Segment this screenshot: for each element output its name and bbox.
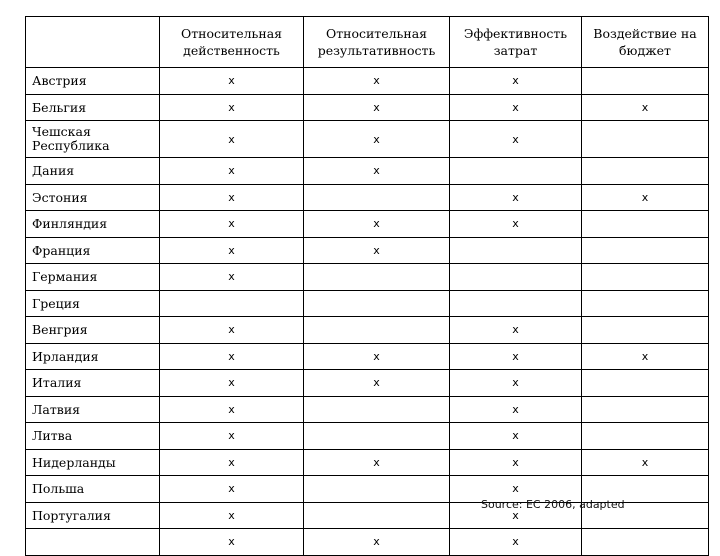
country-cell bbox=[26, 529, 160, 556]
mark-cell: x bbox=[160, 502, 304, 529]
header-corner-cell bbox=[26, 17, 160, 68]
mark-cell: x bbox=[304, 158, 450, 185]
mark-cell bbox=[582, 317, 709, 344]
country-cell: Франция bbox=[26, 237, 160, 264]
table-body bbox=[26, 68, 709, 556]
mark-cell: x bbox=[450, 449, 582, 476]
header-relative-efficiency: Относительная результативность bbox=[304, 17, 450, 68]
mark-cell bbox=[582, 290, 709, 317]
mark-cell bbox=[304, 476, 450, 503]
mark-cell bbox=[582, 68, 709, 95]
country-cell: Эстония bbox=[26, 184, 160, 211]
mark-cell: x bbox=[160, 121, 304, 158]
mark-cell: x bbox=[160, 237, 304, 264]
mark-cell: x bbox=[160, 476, 304, 503]
table-row bbox=[26, 68, 709, 95]
country-cell: Австрия bbox=[26, 68, 160, 95]
mark-cell bbox=[304, 502, 450, 529]
mark-cell bbox=[582, 529, 709, 556]
mark-cell: x bbox=[160, 94, 304, 121]
mark-cell: x bbox=[450, 211, 582, 238]
mark-cell: x bbox=[450, 121, 582, 158]
mark-cell bbox=[582, 264, 709, 291]
mark-cell: x bbox=[160, 211, 304, 238]
table-row bbox=[26, 184, 709, 211]
mark-cell: x bbox=[450, 94, 582, 121]
mark-cell: x bbox=[304, 94, 450, 121]
mark-cell: x bbox=[160, 396, 304, 423]
mark-cell: x bbox=[304, 370, 450, 397]
table-row bbox=[26, 211, 709, 238]
table-row bbox=[26, 529, 709, 556]
mark-cell bbox=[582, 423, 709, 450]
country-cell: Португалия bbox=[26, 502, 160, 529]
country-cell: Бельгия bbox=[26, 94, 160, 121]
mark-cell: x bbox=[304, 237, 450, 264]
header-relative-effectiveness: Относительная действенность bbox=[160, 17, 304, 68]
mark-cell: x bbox=[450, 423, 582, 450]
mark-cell bbox=[450, 158, 582, 185]
country-cell: Латвия bbox=[26, 396, 160, 423]
mark-cell: x bbox=[450, 370, 582, 397]
table-row bbox=[26, 290, 709, 317]
country-cell: Дания bbox=[26, 158, 160, 185]
mark-cell: x bbox=[450, 502, 582, 529]
table-row bbox=[26, 158, 709, 185]
mark-cell: x bbox=[582, 343, 709, 370]
mark-cell: x bbox=[160, 68, 304, 95]
mark-cell: x bbox=[304, 529, 450, 556]
table-row bbox=[26, 396, 709, 423]
country-cell: Нидерланды bbox=[26, 449, 160, 476]
mark-cell bbox=[582, 211, 709, 238]
country-cell: Венгрия bbox=[26, 317, 160, 344]
table-row bbox=[26, 94, 709, 121]
mark-cell: x bbox=[582, 94, 709, 121]
country-cell: Германия bbox=[26, 264, 160, 291]
country-cell: Литва bbox=[26, 423, 160, 450]
table-row bbox=[26, 264, 709, 291]
mark-cell bbox=[582, 396, 709, 423]
mark-cell bbox=[582, 121, 709, 158]
mark-cell: x bbox=[304, 343, 450, 370]
mark-cell bbox=[160, 290, 304, 317]
mark-cell: x bbox=[450, 68, 582, 95]
country-cell: Финляндия bbox=[26, 211, 160, 238]
mark-cell: x bbox=[160, 184, 304, 211]
country-cell: Ирландия bbox=[26, 343, 160, 370]
mark-cell bbox=[304, 423, 450, 450]
mark-cell: x bbox=[160, 343, 304, 370]
mark-cell: x bbox=[160, 529, 304, 556]
header-row bbox=[26, 17, 709, 68]
country-cell: Польша bbox=[26, 476, 160, 503]
mark-cell: x bbox=[160, 264, 304, 291]
mark-cell: x bbox=[304, 211, 450, 238]
country-cell: Чешская Республика bbox=[26, 121, 160, 158]
mark-cell bbox=[450, 264, 582, 291]
mark-cell bbox=[582, 158, 709, 185]
mark-cell bbox=[304, 290, 450, 317]
mark-cell bbox=[304, 396, 450, 423]
comparison-table bbox=[25, 16, 709, 556]
table-row bbox=[26, 449, 709, 476]
mark-cell bbox=[582, 237, 709, 264]
table-row bbox=[26, 237, 709, 264]
mark-cell: x bbox=[450, 476, 582, 503]
mark-cell: x bbox=[450, 343, 582, 370]
mark-cell: x bbox=[582, 449, 709, 476]
mark-cell bbox=[304, 317, 450, 344]
header-cost-effectiveness: Эффективность затрат bbox=[450, 17, 582, 68]
country-cell: Греция bbox=[26, 290, 160, 317]
mark-cell: x bbox=[450, 396, 582, 423]
mark-cell bbox=[582, 370, 709, 397]
mark-cell: x bbox=[582, 184, 709, 211]
table-row bbox=[26, 317, 709, 344]
mark-cell: x bbox=[160, 158, 304, 185]
table-row bbox=[26, 370, 709, 397]
mark-cell: x bbox=[450, 184, 582, 211]
mark-cell: x bbox=[160, 370, 304, 397]
header-budget-impact: Воздействие на бюджет bbox=[582, 17, 709, 68]
mark-cell: x bbox=[304, 121, 450, 158]
mark-cell: x bbox=[160, 449, 304, 476]
mark-cell bbox=[450, 237, 582, 264]
mark-cell bbox=[450, 290, 582, 317]
table-row bbox=[26, 343, 709, 370]
mark-cell bbox=[304, 264, 450, 291]
mark-cell: x bbox=[450, 529, 582, 556]
mark-cell: x bbox=[450, 317, 582, 344]
mark-cell: x bbox=[304, 449, 450, 476]
table-row bbox=[26, 423, 709, 450]
country-cell: Италия bbox=[26, 370, 160, 397]
source-note: Source: EC 2006, adapted bbox=[481, 498, 625, 511]
mark-cell bbox=[304, 184, 450, 211]
mark-cell: x bbox=[160, 423, 304, 450]
table-row bbox=[26, 121, 709, 158]
mark-cell: x bbox=[160, 317, 304, 344]
mark-cell: x bbox=[304, 68, 450, 95]
